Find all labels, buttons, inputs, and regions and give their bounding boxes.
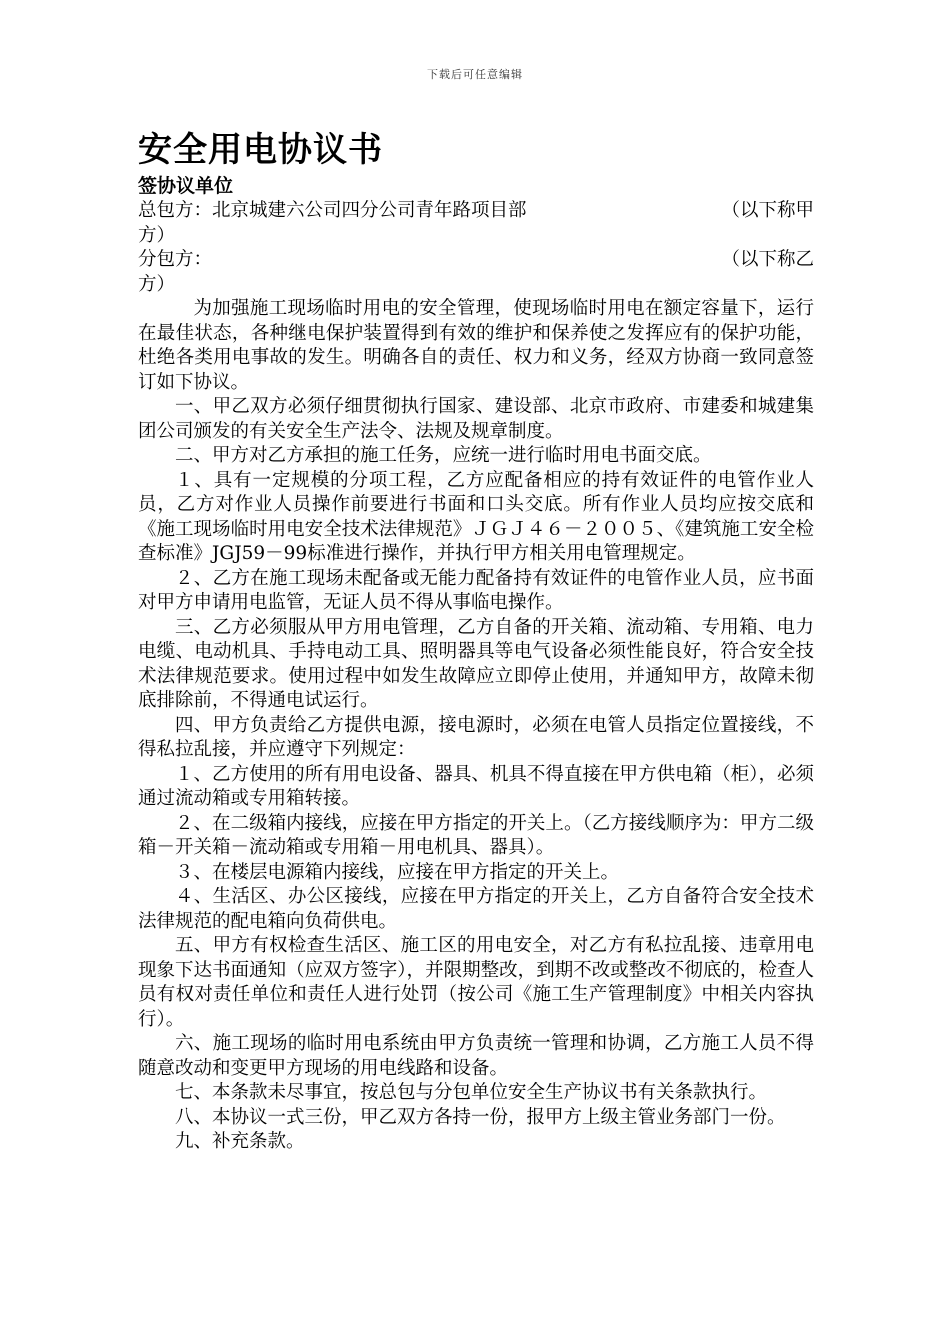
clause-2-item-2: ２、乙方在施工现场未配备或无能力配备持有效证件的电管作业人员，应书面对甲方申请用电监管，无证人员不得从事临电操作。 (138, 567, 814, 613)
general-contractor-line (138, 199, 814, 224)
document-title: 安全用电协议书 (138, 130, 383, 170)
subcontractor-line (138, 248, 814, 273)
clause-8: 八、本协议一式三份，甲乙双方各持一份，报甲方上级主管业务部门一份。 (175, 1106, 786, 1128)
clause-5: 五、甲方有权检查生活区、施工区的用电安全，对乙方有私拉乱接、违章用电现象下达书面通知（应双方签字），并限期整改，到期不改或整改不彻底的，检查人员有权对责任单位和责任人进行处罚（按公司《施工生产管理制度》中相关内容执行）。 (138, 935, 814, 1030)
document-body (138, 127, 814, 1155)
clause-4-item-4: ４、生活区、办公区接线，应接在甲方指定的开关上，乙方自备符合安全技术法律规范的配电箱向负荷供电。 (138, 886, 814, 932)
general-contractor-suffix-cont: 方） (138, 224, 176, 246)
clause-4-item-1: １、乙方使用的所有用电设备、器具、机具不得直接在甲方供电箱（柜），必须通过流动箱或专用箱转接。 (138, 763, 814, 809)
clause-4-item-2: ２、在二级箱内接线，应接在甲方指定的开关上。（乙方接线顺序为：甲方二级箱－开关箱－流动箱或专用箱－用电机具、器具）。 (138, 812, 814, 858)
intro-paragraph: 为加强施工现场临时用电的安全管理，使现场临时用电在额定容量下，运行在最佳状态，各种继电保护装置得到有效的维护和保养使之发挥应有的保护功能，杜绝各类用电事故的发生。明确各自的责任、权力和义务，经双方协商一致同意签订如下协议。 (138, 298, 814, 393)
subcontractor-suffix-cont: 方） (138, 273, 176, 295)
header-note: 下载后可任意编辑 (427, 68, 523, 81)
clause-7: 七、本条款未尽事宜，按总包与分包单位安全生产协议书有关条款执行。 (175, 1082, 768, 1103)
clause-6: 六、施工现场的临时用电系统由甲方负责统一管理和协调，乙方施工人员不得随意改动和变更甲方现场的用电线路和设备。 (138, 1033, 814, 1079)
general-contractor-label: 总包方：北京城建六公司四分公司青年路项目部 (138, 200, 527, 221)
clause-2: 二、甲方对乙方承担的施工任务，应统一进行临时用电书面交底。 (175, 445, 712, 466)
clause-4: 四、甲方负责给乙方提供电源，接电源时，必须在电管人员指定位置接线，不得私拉乱接，并应遵守下列规定： (138, 714, 814, 760)
signing-units-label: 签协议单位 (138, 175, 234, 197)
clause-2-item-1: １、具有一定规模的分项工程，乙方应配备相应的持有效证件的电管作业人员，乙方对作业人员操作前要进行书面和口头交底。所有作业人员均应按交底和《施工现场临时用电安全技术法律规范》ＪＧＪ４６－２００５、《建筑施工安全检查标准》JGJ59－99标准进行操作，并执行甲方相关用电管理规定。 (138, 469, 814, 564)
clause-1: 一、甲乙双方必须仔细贯彻执行国家、建设部、北京市政府、市建委和城建集团公司颁发的有关安全生产法令、法规及规章制度。 (138, 396, 814, 442)
clause-4-item-3: ３、在楼层电源箱内接线，应接在甲方指定的开关上。 (175, 861, 620, 883)
clause-3: 三、乙方必须服从甲方用电管理，乙方自备的开关箱、流动箱、专用箱、电力电缆、电动机具、手持电动工具、照明器具等电气设备必须性能良好，符合安全技术法律规范要求。使用过程中如发生故障应立即停止使用，并通知甲方，故障未彻底排除前，不得通电试运行。 (138, 616, 814, 711)
clause-9: 九、补充条款。 (175, 1131, 305, 1152)
general-contractor-suffix: （以下称甲 (721, 200, 814, 221)
subcontractor-suffix: （以下称乙 (721, 249, 814, 270)
subcontractor-label: 分包方： (138, 249, 213, 270)
